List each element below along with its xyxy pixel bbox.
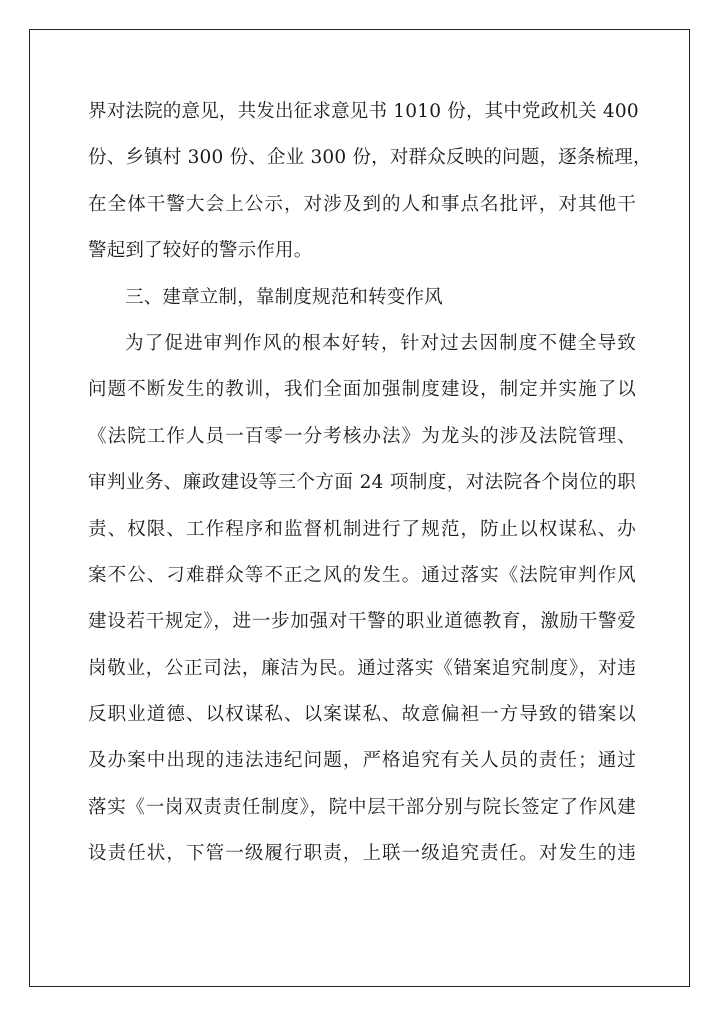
document-body bbox=[88, 92, 652, 881]
text-line: 设责任状，下管一级履行职责，上联一级追究责任。对发生的违 bbox=[88, 843, 636, 865]
text-line: 在全体干警大会上公示，对涉及到的人和事点名批评，对其他干 bbox=[88, 193, 636, 215]
text-line: 岗敬业，公正司法，廉洁为民。通过落实《错案追究制度》，对违 bbox=[88, 657, 636, 679]
text-line: 警起到了较好的警示作用。 bbox=[88, 240, 313, 262]
text-line: 责、权限、工作程序和监督机制进行了规范，防止以权谋私、办 bbox=[88, 518, 636, 540]
text-line: 建设若干规定》，进一步加强对干警的职业道德教育，激励干警爱 bbox=[88, 611, 636, 633]
text-line: 《法院工作人员一百零一分考核办法》为龙头的涉及法院管理、 bbox=[88, 425, 636, 447]
text-line: 问题不断发生的教训，我们全面加强制度建设，制定并实施了以 bbox=[88, 379, 636, 401]
text-line: 反职业道德、以权谋私、以案谋私、故意偏袒一方导致的错案以 bbox=[88, 704, 636, 726]
text-line: 落实《一岗双责责任制度》，院中层干部分别与院长签定了作风建 bbox=[88, 796, 636, 818]
text-line: 界对法院的意见，共发出征求意见书 1010 份，其中党政机关 400 bbox=[88, 101, 639, 122]
text-line: 审判业务、廉政建设等三个方面 24 项制度，对法院各个岗位的职 bbox=[88, 472, 636, 494]
text-line: 案不公、刁难群众等不正之风的发生。通过落实《法院审判作风 bbox=[88, 564, 636, 586]
text-line: 及办案中出现的违法违纪问题，严格追究有关人员的责任；通过 bbox=[88, 750, 636, 772]
text-line: 份、乡镇村 300 份、企业 300 份，对群众反映的问题，逐条梳理， bbox=[88, 147, 652, 169]
text-line: 为了促进审判作风的根本好转，针对过去因制度不健全导致 bbox=[125, 332, 636, 354]
text-line: 三、建章立制，靠制度规范和转变作风 bbox=[125, 286, 443, 308]
